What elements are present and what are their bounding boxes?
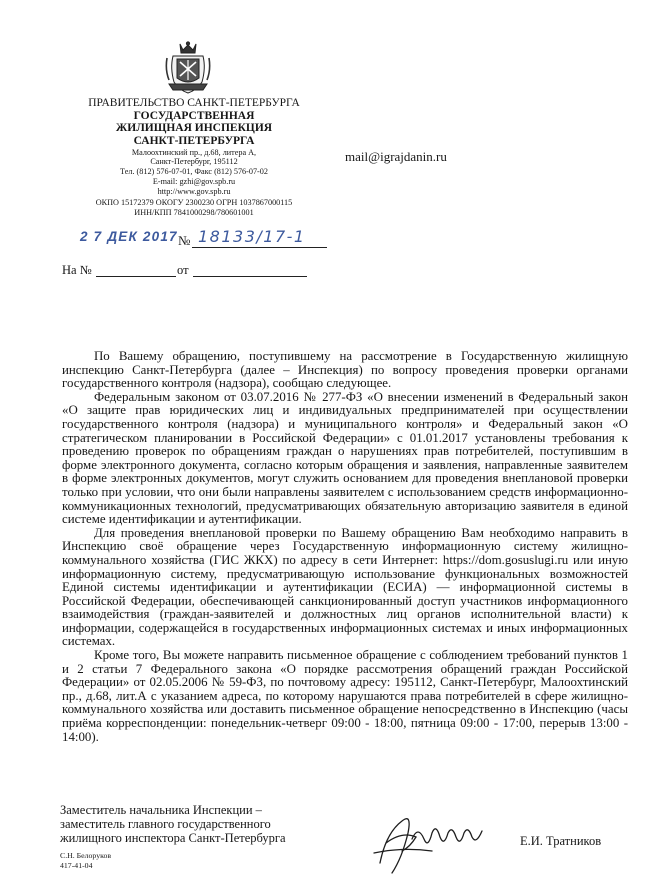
- letterhead: [60, 97, 328, 217]
- coat-of-arms-emblem: [165, 40, 211, 96]
- recipient-email: mail@igrajdanin.ru: [345, 149, 447, 164]
- executor-name: С.Н. Белоруков: [60, 851, 112, 860]
- position-line-2: заместитель главного государственного: [60, 817, 271, 831]
- paragraph-postal: Кроме того, Вы можете направить письменное обращение с соблюдением требований пунктов 1 и 2 статьи 7 Федерального закона «О порядке рассмотрения обращений граждан Российской Федерации» от 02.05.2006 № 59-ФЗ, по почтовому адресу: 195112, Санкт-Петербург, Малоохтинский пр., д.68, лит.А с указанием адреса, по которому нарушаются права потребителей в сфере жилищно-коммунального хозяйства или доставить письменное обращение непосредственно в Инспекцию (часы приёма корреспонденции: понедельник-четверг 09:00 - 18:00, пятница 09:00 - 17:00, перерыв 13:00 - 14:00).: [62, 648, 628, 744]
- reference-date-label: от: [177, 263, 189, 277]
- paragraph-law: Федеральным законом от 03.07.2016 № 277-ФЗ «О внесении изменений в Федеральный закон «О защите прав юридических лиц и индивидуальных предпринимателей при осуществлении государственного контроля (надзора) и муниципального контроля» и Федеральный закон «О стратегическом планировании в Российской Федерации» с 01.01.2017 установлены требования к проведению проверок по обращениям граждан о нарушениях прав потребителей, поступившим в форме электронного документа, согласно которым обращения и заявления, направленные заявителем в форме электронных документов, могут служить основанием для проведения внеплановой проверки только при условии, что они были направлены заявителем с использованием средств информационно-коммуникационных технологий, предусматривающих обязательную авторизацию заявителя в единой системе идентификации и аутентификации.: [62, 389, 628, 527]
- reference-number-label: На №: [62, 263, 92, 277]
- email-line: E-mail: gzhi@gov.spb.ru: [152, 177, 236, 187]
- org-name-line-1: ГОСУДАРСТВЕННАЯ: [133, 109, 255, 122]
- executor-phone: 417-41-04: [60, 860, 93, 870]
- letter-body: [62, 350, 628, 744]
- executor-info: [60, 851, 111, 870]
- inn-kpp-line: ИНН/КПП 7841000298/780601001: [134, 207, 254, 217]
- reference-row: [62, 263, 322, 281]
- signatory-position: [60, 803, 320, 845]
- paragraph-gis: Для проведения внеплановой проверки по Вашему обращению Вам необходимо направить в Инспекцию своё обращение через Государственную информационную систему жилищно-коммунального хозяйства (ГИС ЖКХ) по адресу в сети Интернет: https://dom.gosuslugi.ru или иную информационную систему, предусматривающую использование функциональных возможностей Единой системы идентификации и аутентификации (ЕСИА) — информационной системы в Российской Федерации, обеспечивающей санкционированный доступ участников информационного взаимодействия (граждан-заявителей и должностных лиц органов исполнительной власти) к информации, содержащейся в государственных информационных системах и иных информационных системах.: [62, 525, 628, 649]
- reference-date-line: [193, 276, 307, 277]
- city-line: Санкт-Петербург, 195112: [150, 157, 238, 167]
- handwritten-signature: [372, 803, 502, 878]
- phone-line: Тел. (812) 576-07-01, Факс (812) 576-07-02: [120, 167, 268, 177]
- paragraph-intro: По Вашему обращению, поступившему на рассмотрение в Государственную жилищную инспекцию Санкт-Петербурга (далее – Инспекция) по вопросу проведения проверки органами государственного контроля (надзора), сообщаю следующее.: [62, 349, 628, 391]
- number-label: №: [178, 233, 191, 248]
- signatory-name: Е.И. Тратников: [520, 834, 602, 848]
- org-name-line-3: САНКТ-ПЕТЕРБУРГА: [133, 134, 255, 147]
- position-line-1: Заместитель начальника Инспекции –: [60, 803, 262, 817]
- reference-number-line: [96, 276, 176, 277]
- org-name-line-2: ЖИЛИЩНАЯ ИНСПЕКЦИЯ: [115, 122, 273, 135]
- registration-row: [80, 229, 340, 251]
- government-line: ПРАВИТЕЛЬСТВО САНКТ-ПЕТЕРБУРГА: [88, 97, 300, 109]
- codes-line: ОКПО 15172379 ОКОГУ 2300230 ОГРН 1037867000115: [95, 197, 293, 207]
- position-line-3: жилищного инспектора Санкт-Петербурга: [60, 831, 286, 845]
- number-underline: [192, 247, 327, 248]
- handwritten-number: 18133/17-1: [198, 227, 306, 246]
- address-line: Малоохтинский пр., д.68, литера А,: [131, 147, 257, 157]
- website-line: http://www.gov.spb.ru: [157, 186, 231, 196]
- date-stamp: 2 7 ДЕК 2017: [80, 229, 178, 244]
